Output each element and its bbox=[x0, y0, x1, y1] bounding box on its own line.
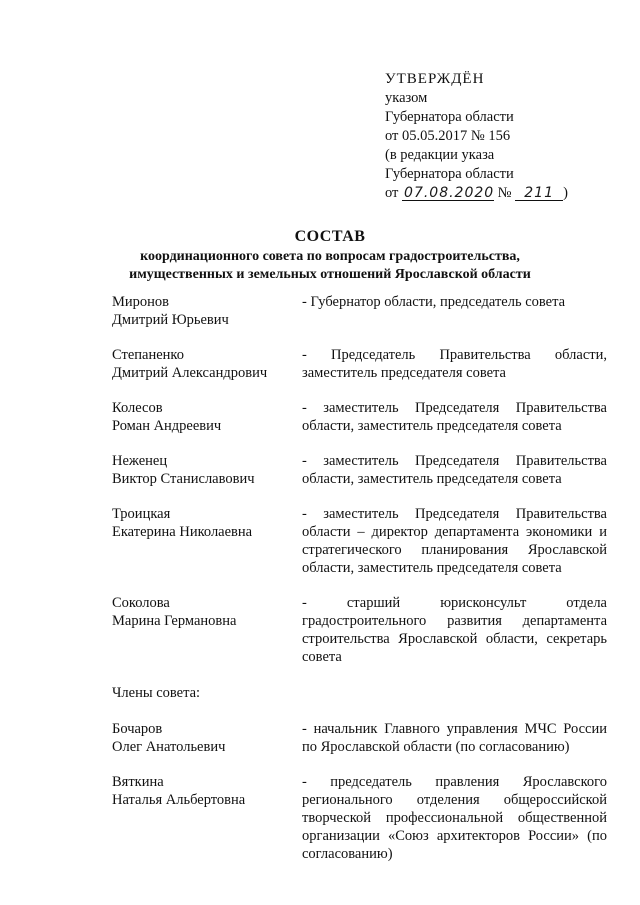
member-row bbox=[112, 399, 607, 435]
member-given-name: Марина Германовна bbox=[112, 613, 237, 629]
member-surname: Миронов bbox=[112, 294, 170, 310]
council-members-label: Члены совета: bbox=[112, 685, 201, 701]
handwritten-date: 07.08.2020 bbox=[404, 185, 495, 201]
member-given-name: Дмитрий Александрович bbox=[112, 365, 268, 381]
member-given-name: Олег Анатольевич bbox=[112, 739, 226, 755]
member-given-name: Дмитрий Юрьевич bbox=[112, 312, 229, 328]
member-row bbox=[112, 452, 607, 488]
member-name bbox=[112, 399, 302, 435]
member-surname: Троицкая bbox=[112, 506, 171, 522]
member-given-name: Екатерина Николаевна bbox=[112, 524, 253, 540]
approval-line: Губернатора области bbox=[385, 166, 514, 182]
handwritten-number: 211 bbox=[515, 186, 563, 201]
approval-line: указом bbox=[385, 90, 428, 106]
member-row bbox=[112, 346, 607, 382]
approval-line: от 05.05.2017 № 156 bbox=[385, 128, 511, 144]
member-given-name: Виктор Станиславович bbox=[112, 471, 255, 487]
document-subtitle-line1: координационного совета по вопросам градостроительства, bbox=[140, 249, 520, 264]
number-prefix: № bbox=[497, 185, 512, 201]
member-name bbox=[112, 594, 302, 666]
member-name bbox=[112, 452, 302, 488]
member-given-name: Роман Андреевич bbox=[112, 418, 222, 434]
member-row bbox=[112, 505, 607, 577]
member-given-name: Наталья Альбертовна bbox=[112, 792, 246, 808]
approval-date-line bbox=[385, 184, 568, 203]
document-title-block bbox=[100, 228, 560, 284]
date-prefix: от bbox=[385, 185, 399, 201]
document-subtitle-line2: имущественных и земельных отношений Ярославской области bbox=[129, 267, 531, 282]
member-role: - старший юрисконсульт отдела градостроительного развития департамента строительства Ярославской области, секретарь совета bbox=[302, 595, 607, 665]
member-name bbox=[112, 773, 302, 863]
approval-stamp bbox=[385, 70, 568, 203]
member-name bbox=[112, 720, 302, 756]
member-row bbox=[112, 594, 607, 666]
member-row bbox=[112, 720, 607, 756]
member-name bbox=[112, 346, 302, 382]
approval-heading: УТВЕРЖДЁН bbox=[385, 71, 485, 87]
member-role: - начальник Главного управления МЧС России по Ярославской области (по согласованию) bbox=[302, 721, 607, 755]
member-role: - заместитель Председателя Правительства области – директор департамента экономики и стратегического планирования Ярославской области, заместитель председателя совета bbox=[302, 506, 607, 576]
member-role: - Губернатор области, председатель совета bbox=[302, 294, 566, 310]
member-name bbox=[112, 293, 302, 329]
member-surname: Бочаров bbox=[112, 721, 163, 737]
member-role: - Председатель Правительства области, заместитель председателя совета bbox=[302, 347, 607, 381]
member-role: - заместитель Председателя Правительства области, заместитель председателя совета bbox=[302, 400, 607, 434]
member-role: - заместитель Председателя Правительства области, заместитель председателя совета bbox=[302, 453, 607, 487]
member-surname: Колесов bbox=[112, 400, 163, 416]
members-list bbox=[112, 293, 607, 863]
member-surname: Вяткина bbox=[112, 774, 164, 790]
member-surname: Степаненко bbox=[112, 347, 184, 363]
approval-line: Губернатора области bbox=[385, 109, 514, 125]
closing-paren: ) bbox=[563, 185, 568, 201]
document-title: СОСТАВ bbox=[294, 228, 366, 245]
approval-line: (в редакции указа bbox=[385, 147, 495, 163]
member-row bbox=[112, 293, 607, 329]
member-role: - председатель правления Ярославского регионального отделения общероссийской творческой профессиональной общественной организации «Союз архитекторов России» (по согласованию) bbox=[302, 774, 607, 862]
member-surname: Неженец bbox=[112, 453, 168, 469]
member-surname: Соколова bbox=[112, 595, 170, 611]
member-name bbox=[112, 505, 302, 577]
member-row bbox=[112, 773, 607, 863]
